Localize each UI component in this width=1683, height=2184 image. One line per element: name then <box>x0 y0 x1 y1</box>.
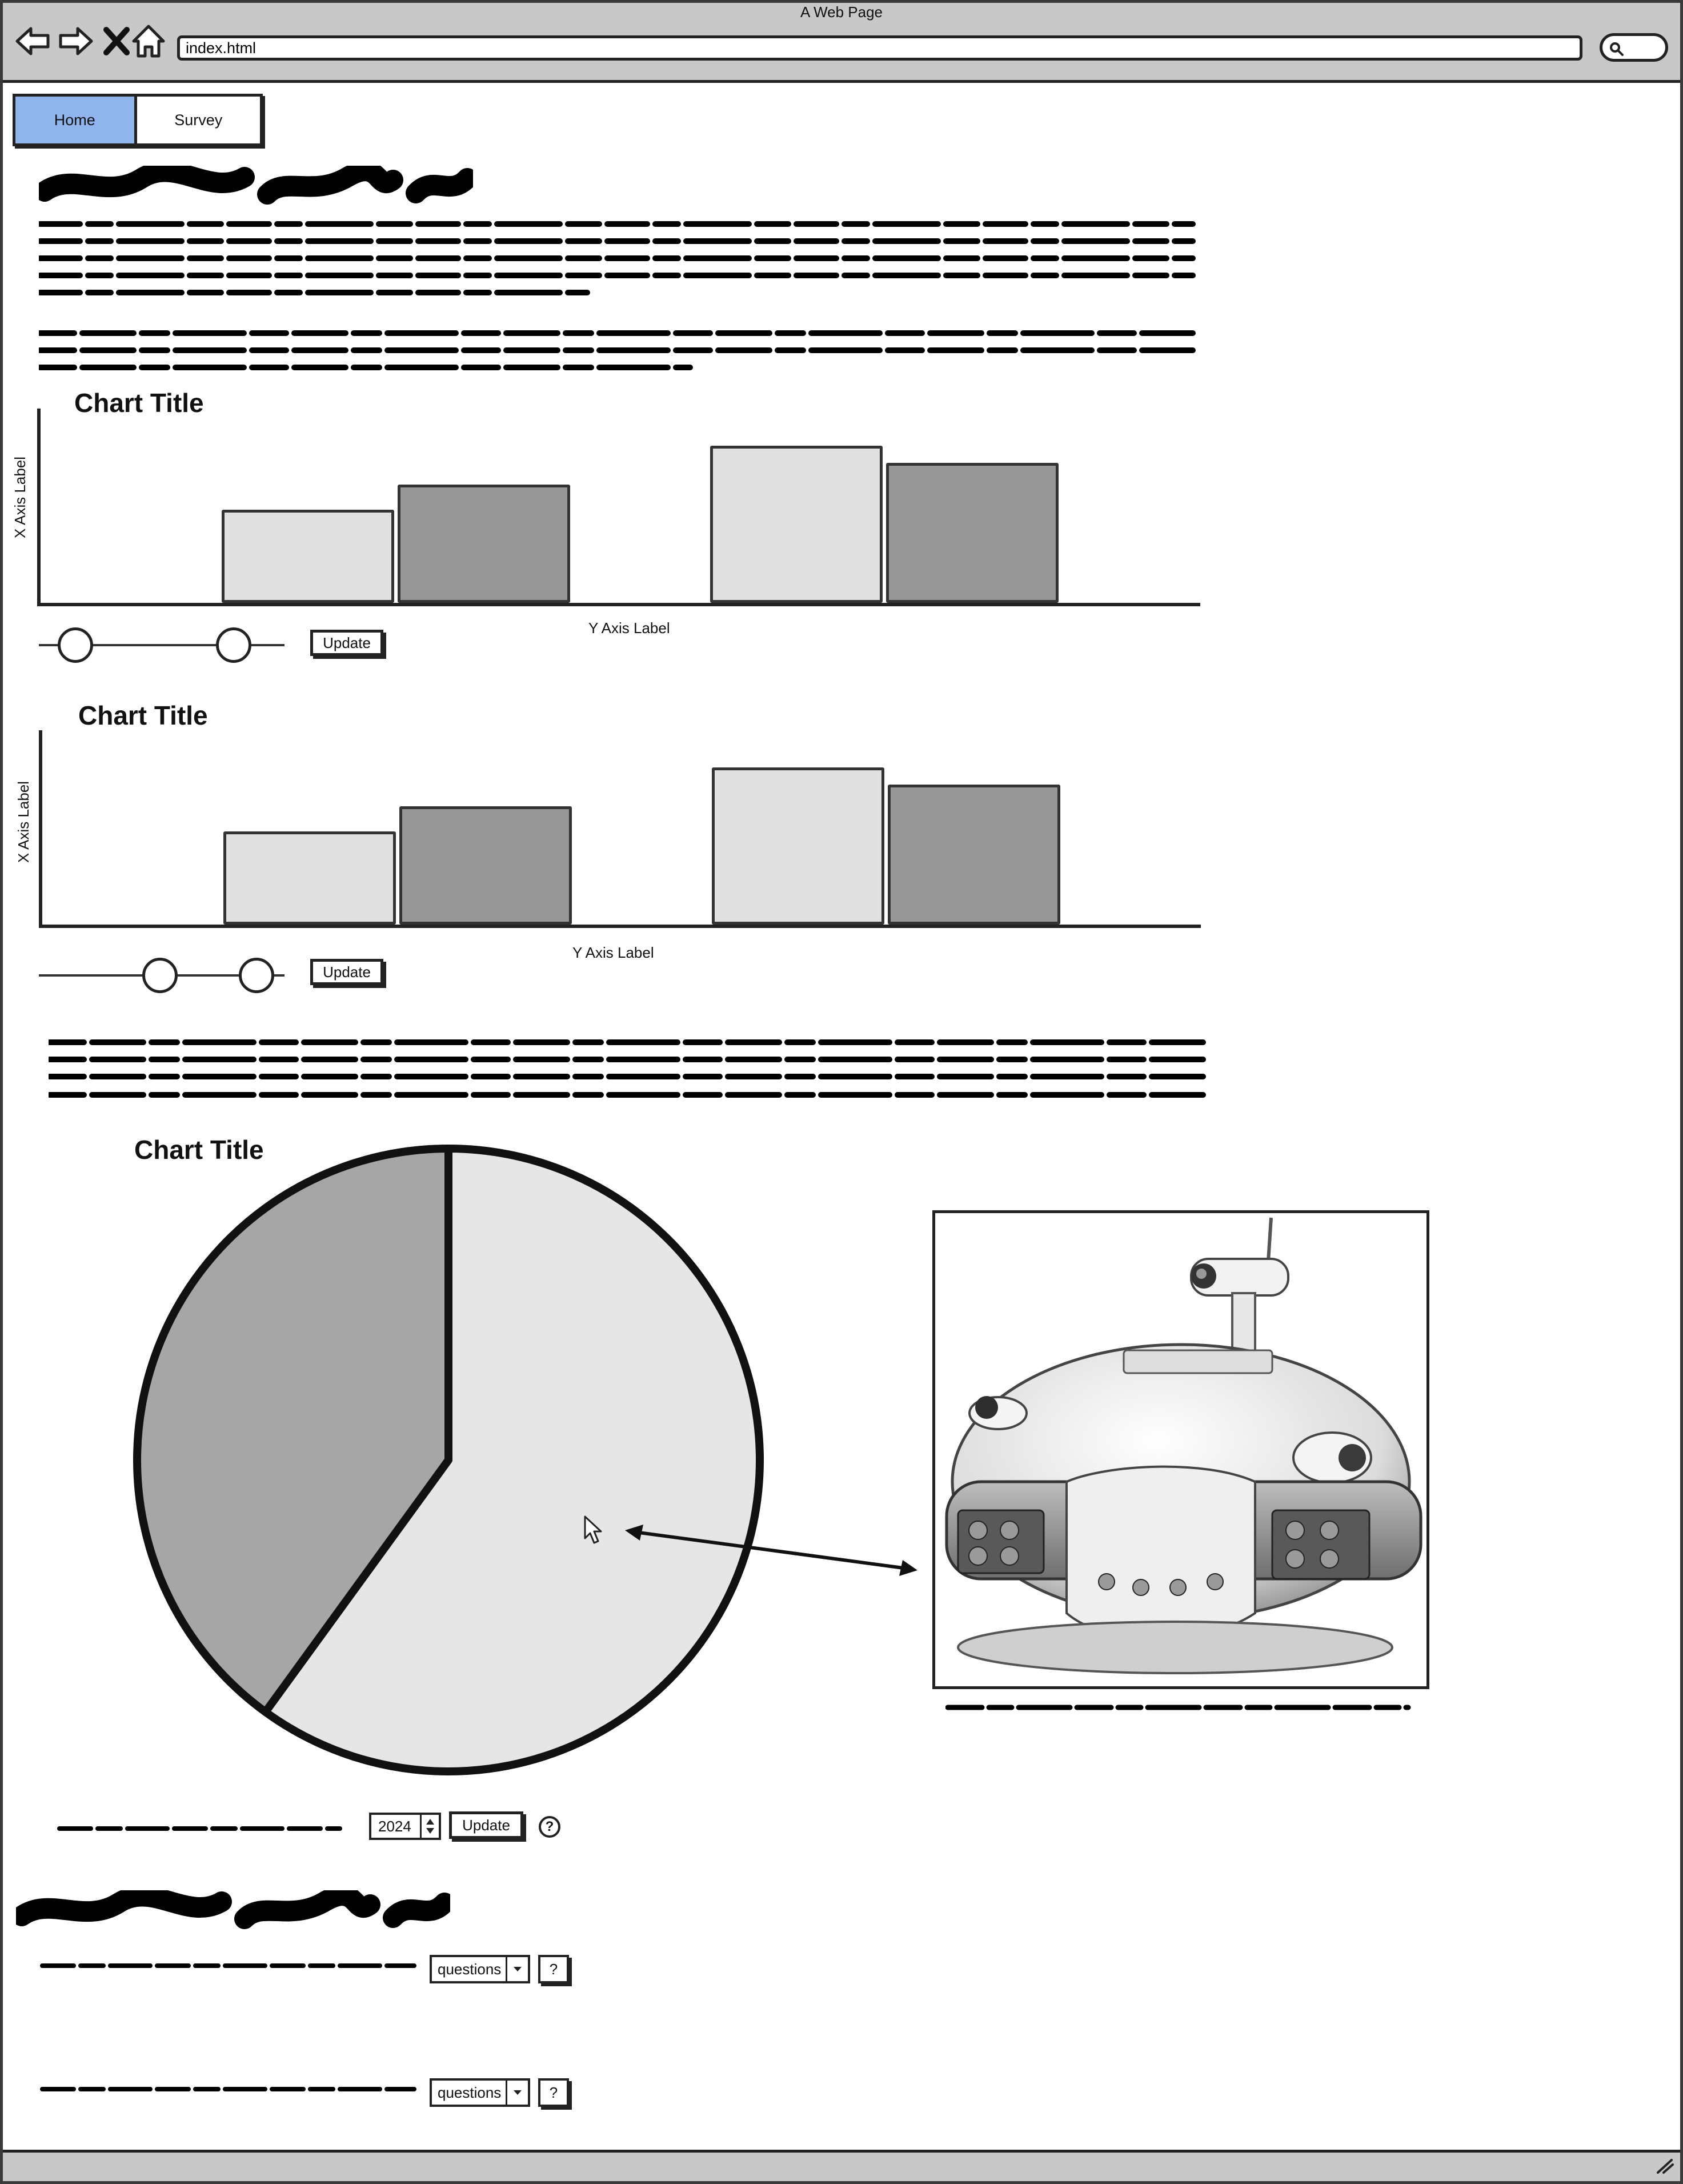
bar-chart <box>37 409 1203 609</box>
label-scribble <box>57 1824 343 1833</box>
bar-group-1-series-b <box>398 485 570 603</box>
robot-image <box>932 1210 1429 1689</box>
bar-group-1-series-a <box>223 831 396 925</box>
arrow-left-icon[interactable] <box>15 23 51 59</box>
chevron-down-icon[interactable] <box>506 2081 528 2105</box>
bar-group-1-series-b <box>399 806 572 925</box>
tab-bar <box>13 94 263 146</box>
section-heading-scribble <box>39 166 473 206</box>
arrow-right-icon[interactable] <box>57 23 94 59</box>
tab-home[interactable]: Home <box>15 97 137 143</box>
range-slider-min-handle[interactable] <box>142 958 178 993</box>
bar-group-1-series-a <box>222 510 394 603</box>
mouse-pointer-icon <box>583 1514 606 1546</box>
pie-chart <box>126 1137 771 1783</box>
x-axis-label: Y Axis Label <box>588 619 670 637</box>
bar-group-2-series-a <box>712 767 884 925</box>
year-value: 2024 <box>378 1817 411 1835</box>
help-button[interactable]: ? <box>538 1955 569 1983</box>
label-scribble <box>40 2085 417 2094</box>
help-button[interactable]: ? <box>538 2078 569 2107</box>
y-axis <box>39 730 42 927</box>
bar-chart <box>39 730 1204 930</box>
y-axis <box>37 409 41 606</box>
connector-arrow <box>623 1514 920 1577</box>
questions-select[interactable] <box>430 1955 530 1983</box>
label-scribble <box>40 1961 417 1970</box>
help-icon[interactable]: ? <box>539 1816 560 1838</box>
chart-title: Chart Title <box>78 701 208 730</box>
paragraph-scribble <box>39 329 1199 374</box>
select-value: questions <box>438 1960 502 1978</box>
bar-group-2-series-b <box>886 463 1059 603</box>
range-slider-max-handle[interactable] <box>239 958 274 993</box>
section-heading-scribble <box>16 1890 450 1930</box>
bar-group-2-series-a <box>710 446 883 603</box>
resize-grip-icon[interactable] <box>1654 2158 1675 2175</box>
search-icon <box>1608 41 1625 58</box>
chart-title: Chart Title <box>74 388 204 418</box>
window-title: A Web Page <box>800 3 883 21</box>
paragraph-scribble <box>49 1035 1214 1107</box>
update-button[interactable]: Update <box>310 630 383 656</box>
stepper-arrows-icon[interactable] <box>420 1815 439 1838</box>
range-slider-min-handle[interactable] <box>58 627 93 663</box>
bar-group-2-series-b <box>888 785 1060 925</box>
address-bar[interactable]: index.html <box>177 35 1582 61</box>
questions-select[interactable] <box>430 2078 530 2107</box>
chart-title: Chart Title <box>134 1135 264 1165</box>
search-box[interactable] <box>1600 33 1668 62</box>
update-button[interactable]: Update <box>449 1811 523 1839</box>
close-icon[interactable] <box>98 23 135 59</box>
select-value: questions <box>438 2083 502 2101</box>
tab-survey[interactable]: Survey <box>137 97 260 143</box>
year-stepper[interactable] <box>369 1813 441 1840</box>
update-button[interactable]: Update <box>310 959 383 985</box>
y-axis-label: X Axis Label <box>15 781 32 863</box>
y-axis-label: X Axis Label <box>11 456 29 538</box>
status-bar <box>3 2150 1680 2181</box>
x-axis <box>37 603 1200 606</box>
image-caption-scribble <box>945 1702 1411 1713</box>
paragraph-scribble <box>39 217 1199 303</box>
home-icon[interactable] <box>130 23 167 59</box>
range-slider-max-handle[interactable] <box>216 627 251 663</box>
chevron-down-icon[interactable] <box>506 1957 528 1981</box>
x-axis <box>39 925 1201 928</box>
x-axis-label: Y Axis Label <box>572 944 654 961</box>
